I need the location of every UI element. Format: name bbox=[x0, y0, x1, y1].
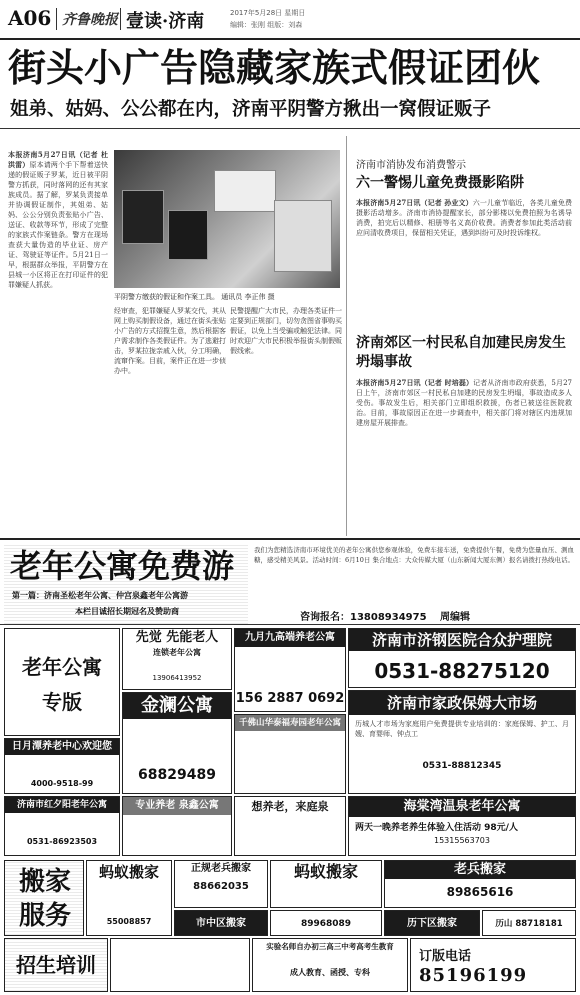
story3-headline: 济南郊区一村民私自加建民房发生坍塌事故 bbox=[356, 335, 566, 370]
ad-jinlan-phone: 68829489 bbox=[138, 767, 216, 783]
promo-hotline bbox=[300, 608, 470, 623]
ad-jiuyue-phone: 156 2887 0692 bbox=[235, 691, 345, 706]
apartments-subtitle: 专版 bbox=[42, 690, 82, 714]
ad-shizhong-phone: 89968089 bbox=[300, 919, 352, 929]
ad-laobing[interactable] bbox=[384, 860, 576, 908]
lead-subhead: 姐弟、姑妈、公公都在内，济南平阴警方揪出一窝假证贩子 bbox=[10, 99, 492, 120]
ad-jiazheng-title: 济南市家政保姆大市场 bbox=[349, 691, 575, 715]
story2-body bbox=[356, 198, 572, 318]
ad-jiazheng[interactable] bbox=[348, 690, 576, 794]
ad-licheng-phone: 88718181 bbox=[515, 919, 563, 929]
photo-caption: 平阴警方缴获的假证和作案工具。 通讯员 李正伟 摄 bbox=[114, 293, 275, 301]
promo-line1: 第一篇：济南圣松老年公寓、仲宫泉鑫老年公寓游 bbox=[12, 591, 188, 600]
ad-mayi2[interactable] bbox=[270, 860, 382, 908]
evidence-photo bbox=[114, 150, 340, 288]
subscription-phone[interactable]: 85196199 bbox=[419, 965, 528, 986]
ad-ritan[interactable] bbox=[4, 738, 120, 794]
ad-mayi-phone: 55008857 bbox=[106, 917, 152, 926]
ad-xiangyang-title: 想养老，来庭泉 bbox=[251, 800, 329, 813]
lead-dateline: 本报济南5月27日讯（记者 杜洪雷） bbox=[8, 150, 108, 169]
ad-hongxiyang[interactable] bbox=[4, 796, 120, 856]
ad-jigang-phone: 0531-88275120 bbox=[374, 659, 550, 683]
ad-shizhong-phone-box[interactable] bbox=[270, 910, 382, 936]
promo-hotline-number[interactable]: 13808934975 bbox=[350, 612, 427, 623]
promo-description: 我们为您精选济南市环境优美的老年公寓供您参观体验，免费车接车送，免费提供午餐，免费为您量血压、测血糖，感受精美风景。活动时间：6月10日 集合地点：大众传媒大厦（山东新闻大厦东侧）报名请拨打热线电话。 bbox=[254, 546, 574, 564]
ad-jiazheng-phone: 0531-88812345 bbox=[422, 761, 502, 771]
ad-school-phones-text bbox=[111, 939, 249, 992]
ad-jinlan-title: 金澜公寓 bbox=[123, 693, 231, 719]
ad-zhengui-title: 正规老兵搬家 bbox=[191, 863, 251, 874]
fake-certificate-shape bbox=[168, 210, 208, 260]
lead-story-col2: 经审查，犯罪嫌疑人罗某交代，其从网上购买制假设备，通过在街头张贴小广告的方式招揽生意，然后根据客户需求制作各类假证件。为了逃避打击，罗某拉拢亲戚入伙，分工明确，流窜作案。目前，案件正在进一步侦办中。 bbox=[114, 307, 226, 375]
lead-body-col1: 原本请两个手下帮着送快递的假证贩子罗某，近日被平阴警方抓获，同时落网的还有其家族成员。据了解，罗某负责接单并协调假证制作，其姐弟、姑妈、公公分别负责张贴小广告、送证、收款等环节，形成了完整的家族式作案链条。警方在现场查获大量伪造的毕业证、房产证、驾驶证等证件。5月21日一早，根据群众举报，平阴警方在县城一小区将正在打印证件的犯罪嫌疑人抓获。 bbox=[8, 161, 108, 289]
ads-section-rule bbox=[0, 538, 580, 540]
ad-school-phones[interactable] bbox=[110, 938, 250, 992]
ad-hongxiyang-phone: 0531-86923503 bbox=[26, 837, 98, 846]
ad-hongxiyang-title: 济南市红夕阳老年公寓 bbox=[5, 797, 119, 813]
ads-rule bbox=[0, 624, 580, 625]
promo-banner bbox=[4, 544, 248, 624]
ad-subscription[interactable] bbox=[410, 938, 576, 992]
ad-jinlan-text bbox=[123, 719, 231, 767]
ad-haitang-desc: 两天一晚养老养生体验入住活动 bbox=[355, 823, 482, 833]
ad-jiuyue-title: 九月九高端养老公寓 bbox=[235, 629, 345, 647]
ad-qianfo[interactable] bbox=[234, 714, 346, 794]
story2-text: 六一儿童节临近，各类儿童免费摄影活动增多。济南市消协提醒家长，部分影楼以免费拍照为名诱导消费，拍完后以精修、相册等名义高价收费。消费者参加此类活动前应问清收费项目，保留相关凭证，遇到纠纷可及时投诉维权。 bbox=[356, 199, 572, 237]
story3-text: 记者从济南市政府获悉，5月27日上午，济南市郊区一村民私自加建的民房发生坍塌，事故造成多人受伤。事故发生后，相关部门立即组织救援，伤者已被送往医院救治。目前，事故原因正在进一步调查中，相关部门将对辖区内违规加建房屋开展排查。 bbox=[356, 379, 572, 427]
promo-title: 老年公寓免费游 bbox=[10, 547, 235, 585]
ad-ritan-phone: 4000-9518-99 bbox=[30, 779, 94, 788]
masthead-logo: 齐鲁晚报 bbox=[62, 12, 118, 28]
column-divider bbox=[346, 136, 347, 536]
promo-hotline-label: 咨询报名： bbox=[300, 612, 350, 623]
ad-jiazheng-desc: 历城人才市场为家庭用户免费提供专业培训的：家庭保姆、护工、月嫂、育婴师、钟点工 bbox=[355, 720, 569, 738]
ad-lixia-title: 历下区搬家 bbox=[385, 911, 479, 936]
lead-story-col3: 民警提醒广大市民，办理各类证件一定要到正规部门，切勿贪图省事购买假证，以免上当受骗或触犯法律。同时欢迎广大市民积极举报街头制假贩假线索。 bbox=[230, 307, 342, 355]
ad-licheng[interactable] bbox=[482, 910, 576, 936]
header-rule bbox=[0, 38, 580, 40]
section-rule bbox=[0, 128, 580, 129]
ad-xianjue[interactable] bbox=[122, 628, 232, 690]
ad-school[interactable] bbox=[252, 938, 408, 992]
ad-xianjue-phone: 13906413952 bbox=[152, 674, 202, 682]
ad-zhaosheng-title: 招生培训 bbox=[16, 953, 96, 977]
ad-jinlan[interactable] bbox=[122, 692, 232, 794]
ad-mayi2-title: 蚂蚁搬家 bbox=[293, 862, 358, 881]
ad-xiangyang[interactable] bbox=[234, 796, 346, 856]
ad-jiuyue[interactable] bbox=[234, 628, 346, 712]
ad-lixia[interactable] bbox=[384, 910, 480, 936]
ad-shizhong-title: 市中区搬家 bbox=[175, 911, 267, 936]
fake-certificate-shape bbox=[122, 190, 164, 244]
ad-haitang-offer bbox=[349, 817, 575, 836]
ad-zhengui-phone: 88662035 bbox=[193, 881, 249, 892]
ad-jigang-title: 济南市济钢医院合众护理院 bbox=[349, 629, 575, 651]
fake-document-shape bbox=[214, 170, 276, 212]
ad-mayi-title: 蚂蚁搬家 bbox=[98, 863, 159, 881]
ad-qianfo-title: 千佛山华泰福寿园老年公寓 bbox=[235, 715, 345, 731]
story3-body bbox=[356, 378, 572, 528]
header-divider-2 bbox=[120, 8, 121, 30]
ad-banjia-big[interactable] bbox=[4, 860, 84, 936]
lead-headline: 街头小广告隐藏家族式假证团伙 bbox=[8, 45, 541, 90]
story3-dateline: 本报济南5月27日讯（记者 时培磊） bbox=[356, 378, 474, 387]
ad-licheng-text bbox=[483, 911, 575, 936]
editors-line: 编辑：张刚 组版：刘森 bbox=[230, 21, 303, 29]
promo-contact: 周编辑 bbox=[440, 612, 471, 623]
story2-dateline: 本报济南5月27日讯（记者 孙业文） bbox=[356, 198, 473, 207]
page-number: A06 bbox=[8, 6, 52, 30]
ad-laobing-title: 老兵搬家 bbox=[385, 861, 575, 879]
story2-headline: 六一警惕儿童免费摄影陷阱 bbox=[356, 175, 524, 191]
ad-haitang-title: 海棠湾温泉老年公寓 bbox=[349, 797, 575, 817]
ad-shizhong-label[interactable] bbox=[174, 910, 268, 936]
ad-xianjue-title: 先觉 先能老人 bbox=[135, 630, 219, 645]
ad-mayi[interactable] bbox=[86, 860, 172, 936]
ad-school-title: 实验名师自办初三高三中考高考生教育 bbox=[266, 942, 394, 951]
ad-haitang-price: 98元/人 bbox=[484, 823, 518, 833]
ad-ritan-title: 日月潭养老中心欢迎您 bbox=[5, 739, 119, 755]
ad-banjia-title: 搬家服务 bbox=[18, 867, 71, 931]
ad-xianjue-sub: 连锁老年公寓 bbox=[153, 648, 201, 657]
fake-document-shape bbox=[274, 200, 332, 272]
apartments-title: 老年公寓 bbox=[22, 655, 102, 679]
ad-quanxin-title: 专业养老 泉鑫公寓 bbox=[123, 797, 231, 815]
ad-laobing-phone: 89865616 bbox=[446, 885, 514, 899]
section-name: 壹读·济南 bbox=[126, 11, 205, 32]
header-divider bbox=[56, 8, 57, 30]
ad-zhengui[interactable] bbox=[174, 860, 268, 908]
subscription-label: 订版电话 bbox=[419, 949, 472, 964]
issue-date: 2017年5月28日 星期日 bbox=[230, 9, 306, 17]
ad-licheng-label: 历山 bbox=[495, 919, 513, 929]
story2-kicker: 济南市消协发布消费警示 bbox=[356, 160, 466, 171]
ad-adult-edu: 成人教育、函授、专科 bbox=[290, 968, 370, 977]
promo-line2: 本栏目诚招长期冠名及赞助商 bbox=[75, 607, 179, 616]
ad-zhaosheng[interactable] bbox=[4, 938, 108, 992]
lead-story-col1 bbox=[8, 150, 108, 530]
ad-quanxin[interactable] bbox=[122, 796, 232, 856]
ad-jigang[interactable] bbox=[348, 628, 576, 688]
ad-haitang[interactable] bbox=[348, 796, 576, 856]
ad-haitang-phone: 15315563703 bbox=[434, 836, 490, 845]
apartments-title-box bbox=[4, 628, 120, 736]
